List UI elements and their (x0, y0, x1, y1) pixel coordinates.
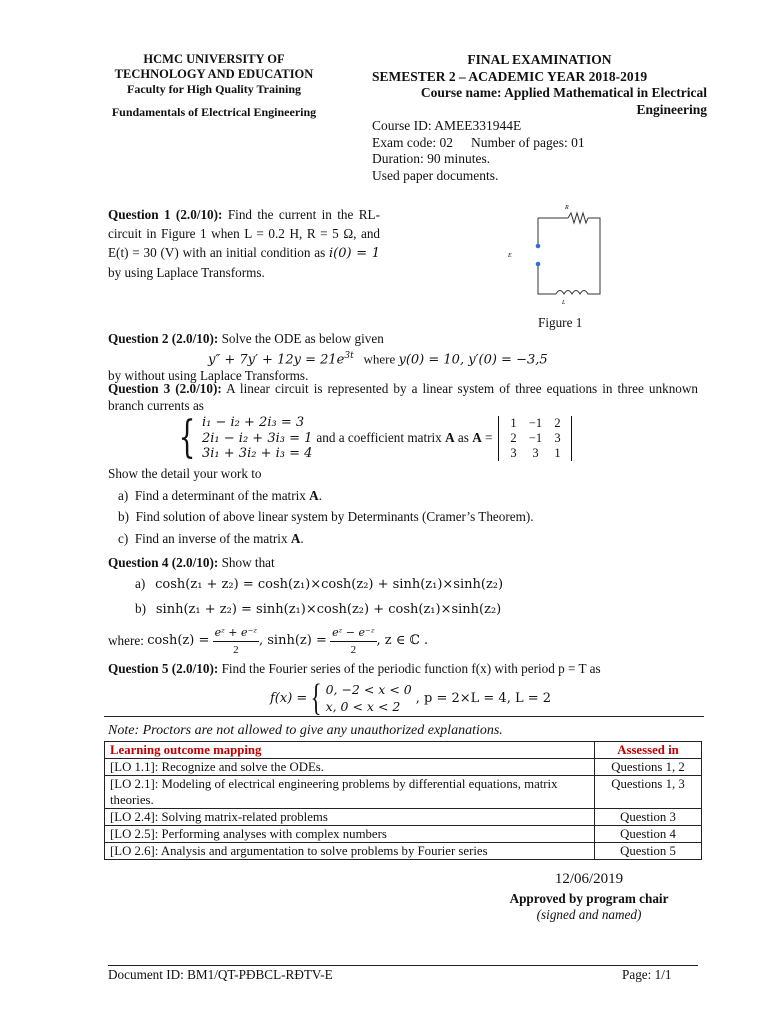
header-institution (92, 52, 336, 120)
question-2-text: Solve the ODE as below given (221, 331, 384, 346)
item-letter: b) (118, 509, 129, 524)
question-3-item (108, 488, 698, 505)
matrix-cell: 1 (554, 445, 561, 460)
rl-circuit-figure (500, 198, 610, 308)
item-text: Find a determinant of the matrix (134, 487, 306, 503)
question-2-ode-exponent: 3t (344, 350, 354, 361)
department-name: Fundamentals of Electrical Engineering (111, 105, 317, 119)
label-e: E (508, 253, 512, 259)
university-name-line1: HCMC UNIVERSITY OF (143, 52, 285, 66)
item-letter: c) (118, 530, 129, 546)
cosh-fraction: $\frac{\text{eᶻ + e⁻ᶻ}}{2}$ (214, 625, 257, 656)
question-1 (108, 205, 380, 282)
question-5-function: f(x) = { 0, −2 < x < 0 x, 0 < x < 2 , p = 2×L = 4, L = 2 (270, 677, 552, 719)
faculty-name: Faculty for High Quality Training (126, 82, 302, 96)
source-terminal-bottom (536, 262, 541, 267)
page-number: Page: 1/1 (622, 967, 672, 982)
question-3-label: Question 3 (2.0/10): (108, 381, 222, 396)
item-bold: A (309, 487, 319, 503)
label-l: L (562, 300, 566, 306)
table-row (105, 826, 702, 843)
inductor-symbol (556, 291, 592, 295)
question-4 (108, 555, 698, 659)
item-letter: a) (118, 487, 129, 503)
learning-outcome: [LO 2.6]: Analysis and argumentation to solve problems by Fourier series (105, 843, 595, 860)
question-3-system (173, 412, 572, 464)
proctor-note: Note: Proctors are not allowed to give any unauthorized explanations. (108, 723, 503, 738)
course-id: Course ID: AMEE331944E (372, 118, 522, 133)
question-4-definitions: where: cosh(z) = $\frac{\text{eᶻ + e⁻ᶻ}}{2}$ , sinh(z) = $\frac{\text{eᶻ − e⁻ᶻ}}{2}$ , z ∈ ℂ . (108, 625, 698, 659)
question-3 (108, 381, 698, 414)
matrix-cell: 2 (510, 430, 517, 445)
matrix-cell: 1 (510, 415, 517, 430)
learning-outcome: [LO 2.5]: Performing analyses with complex numbers (105, 826, 595, 843)
system-equations (202, 415, 312, 462)
header-exam-info (372, 52, 707, 184)
assessed-in: Questions 1, 3 (595, 776, 702, 809)
note-rule (104, 716, 704, 717)
question-3-item (108, 531, 698, 548)
case-2: x, 0 < x < 2 (325, 699, 401, 714)
learning-outcome: [LO 2.4]: Solving matrix-related problems (105, 809, 595, 826)
question-1-text-c: by using Laplace Transforms. (108, 265, 265, 280)
assessed-in: Questions 1, 2 (595, 759, 702, 776)
matrix-cell: 3 (510, 445, 517, 460)
course-name: Course name: Applied Mathematical in Electrical Engineering (420, 85, 707, 117)
semester-title: SEMESTER 2 – ACADEMIC YEAR 2018-2019 (372, 68, 648, 84)
circuit-wire-right (588, 218, 600, 294)
number-of-pages: Number of pages: 01 (470, 134, 585, 150)
item-end: . (300, 530, 304, 546)
exam-title: FINAL EXAMINATION (467, 52, 612, 67)
question-3-show: Show the detail your work to (108, 466, 262, 481)
question-1-label: Question 1 (2.0/10): (108, 207, 223, 222)
approval-block (480, 871, 698, 924)
question-2 (108, 331, 698, 385)
matrix-cell: −1 (528, 430, 543, 445)
duration: Duration: 90 minutes. (372, 151, 491, 166)
question-4-part-a: a) cosh(z₁ + z₂) = cosh(z₁)×cosh(z₂) + sinh(z₁)×sinh(z₂) (135, 575, 504, 592)
question-2-label: Question 2 (2.0/10): (108, 331, 219, 346)
university-name-line2: TECHNOLOGY AND EDUCATION (114, 67, 314, 81)
question-1-text-a: Find the current in the RL-circuit in Figure 1 when L = 0.2 H, (108, 207, 381, 241)
item-text: Find solution of above linear system by Determinants (Cramer’s Theorem). (135, 509, 534, 524)
question-2-ode: y″ + 7y′ + 12y = 21e (208, 351, 345, 367)
table-row (105, 809, 702, 826)
learning-outcome-table (104, 741, 702, 860)
question-5-text: Find the Fourier series of the periodic function f(x) with period p = T as (221, 661, 601, 676)
source-terminal-top (536, 244, 541, 249)
item-bold: A (290, 530, 301, 546)
resistor-symbol (568, 213, 588, 223)
exam-code-line (372, 135, 707, 152)
identity-b: sinh(z₁ + z₂) = sinh(z₁)×cosh(z₂) + cosh(z₁)×sinh(z₂) (155, 602, 502, 617)
case-1: 0, −2 < x < 0 (325, 682, 412, 697)
used-docs: Used paper documents. (372, 167, 499, 183)
question-1-initial-condition: i(0) = 1 (329, 246, 380, 261)
assessed-in: Question 3 (595, 809, 702, 826)
equation-1: i₁ − i₂ + 2i₃ = 3 (202, 415, 305, 430)
question-2-initial: y(0) = 10, y′(0) = −3,5 (398, 351, 548, 367)
identity-a: cosh(z₁ + z₂) = cosh(z₁)×cosh(z₂) + sinh(z₁)×sinh(z₂) (155, 576, 504, 592)
assessed-in: Question 4 (595, 826, 702, 843)
circuit-wire-left-bottom (538, 264, 556, 294)
matrix-cell: −1 (528, 415, 543, 430)
question-4-label: Question 4 (2.0/10): (108, 555, 219, 570)
label-r: R (565, 205, 569, 211)
document-id: Document ID: BM1/QT-PĐBCL-RĐTV-E (108, 967, 333, 982)
learning-outcome: [LO 1.1]: Recognize and solve the ODEs. (105, 759, 595, 776)
question-3-tasks (108, 466, 698, 552)
question-5 (108, 661, 698, 678)
footer-rule (108, 965, 698, 966)
table-row (105, 843, 702, 860)
approval-date: 12/06/2019 (554, 871, 624, 887)
question-1-text-b: R = 5 Ω, and E(t) = 30 (V) with an initial condition as (108, 226, 381, 260)
system-brace: { (178, 412, 196, 464)
matrix-cell: 3 (554, 430, 561, 445)
approval-signed: (signed and named) (536, 907, 642, 922)
assessed-in: Question 5 (595, 843, 702, 860)
coefficient-matrix (498, 416, 572, 461)
matrix-cell: 2 (554, 415, 561, 430)
equation-3: 3i₁ + 3i₂ + i₃ = 4 (202, 446, 313, 461)
sinh-fraction: $\frac{\text{eᶻ − e⁻ᶻ}}{2}$ (332, 625, 375, 656)
question-2-ode-line (108, 348, 698, 369)
question-3-items (108, 488, 698, 548)
table-row (105, 759, 702, 776)
question-5-label: Question 5 (2.0/10): (108, 661, 219, 676)
coefficient-text: and a coefficient matrix A as A = (316, 430, 493, 445)
figure-1-caption: Figure 1 (538, 315, 583, 330)
exam-code: Exam code: 02 (372, 134, 453, 150)
question-4-part-b: b) sinh(z₁ + z₂) = sinh(z₁)×cosh(z₂) + cosh(z₁)×sinh(z₂) (135, 601, 502, 617)
learning-outcome: [LO 2.1]: Modeling of electrical engineering problems by differential equations, matrix theories. (105, 776, 595, 809)
lo-header: Learning outcome mapping (105, 742, 595, 759)
item-end: . (318, 487, 322, 503)
question-2-where: where (363, 350, 396, 366)
question-3-text: A linear circuit is represented by a linear system of three equations in three unknown branch currents as (108, 381, 698, 413)
question-3-item (108, 509, 698, 526)
question-4-text: Show that (221, 555, 275, 570)
equation-2: 2i₁ − i₂ + 3i₃ = 1 (202, 430, 313, 446)
table-row (105, 776, 702, 809)
approval-by: Approved by program chair (509, 890, 669, 906)
item-text: Find an inverse of the matrix (134, 530, 288, 546)
assessed-header: Assessed in (595, 742, 702, 759)
period-info: , p = 2×L = 4, L = 2 (415, 690, 552, 706)
question-2-text2: by without using Laplace Transforms. (108, 368, 309, 384)
matrix-cell: 3 (532, 445, 539, 460)
